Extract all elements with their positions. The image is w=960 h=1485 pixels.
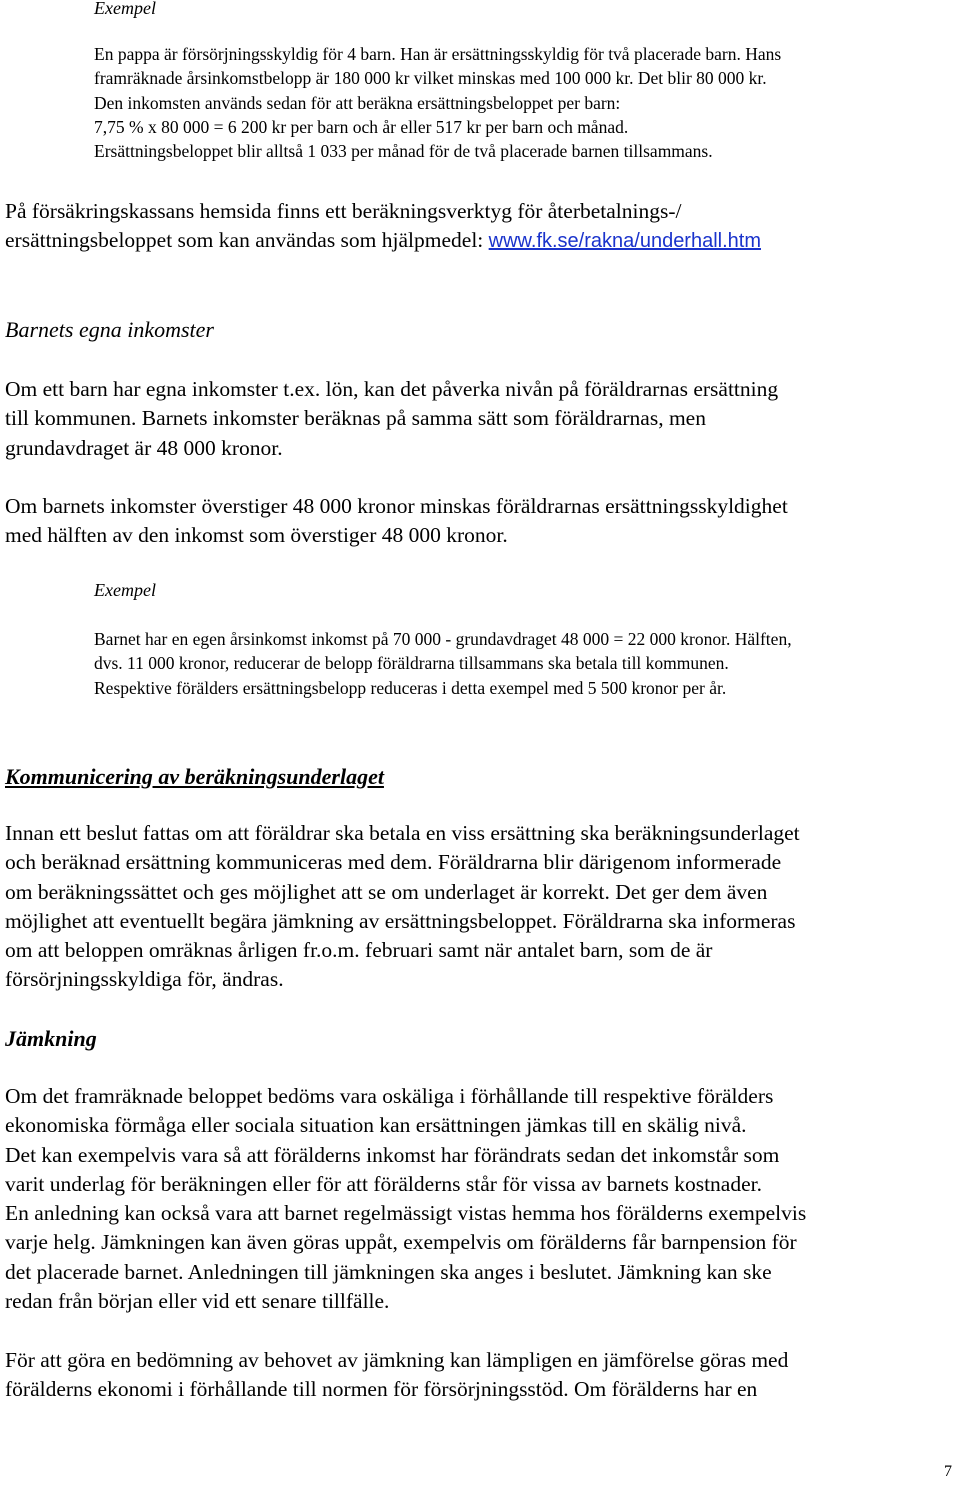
section-heading-child-income: Barnets egna inkomster xyxy=(5,317,214,342)
paragraph-line: redan från början eller vid ett senare tillfälle. xyxy=(5,1289,390,1314)
paragraph-line: varit underlag för beräkningen eller för att förälderns står för vissa av barnets kostnader. xyxy=(5,1171,762,1196)
paragraph-line: Det kan exempelvis vara så att förälderns inkomst har förändrats sedan det inkomstår som xyxy=(5,1142,780,1167)
paragraph-line: försörjningsskyldiga för, ändras. xyxy=(5,967,284,992)
child-income-paragraph xyxy=(5,492,950,551)
section-heading-adjustment: Jämkning xyxy=(5,1026,97,1051)
paragraph-line: På försäkringskassans hemsida finns ett beräkningsverktyg för återbetalnings-/ xyxy=(5,199,682,223)
example-text xyxy=(94,42,954,163)
calculator-link[interactable]: www.fk.se/rakna/underhall.htm xyxy=(488,230,761,253)
paragraph-line: Innan ett beslut fattas om att föräldrar ska betala en viss ersättning ska beräkningsunderlaget xyxy=(5,821,800,845)
paragraph-line: förälderns ekonomi i förhållande till normen för försörjningsstöd. Om förälderns har en xyxy=(5,1377,758,1402)
paragraph-line: och beräknad ersättning kommuniceras med dem. Föräldrarna blir därigenom informerade xyxy=(5,850,782,875)
paragraph-line: Om det framräknade beloppet bedöms vara oskäliga i förhållande till respektive förälders xyxy=(5,1084,774,1108)
example-line: framräknade årsinkomstbelopp är 180 000 kr vilket minskas med 100 000 kr. Det blir 80 000 kr. xyxy=(94,68,767,89)
child-income-paragraph xyxy=(5,375,950,463)
example-line: En pappa är försörjningsskyldig för 4 barn. Han är ersättningsskyldig för två placerade barn. Hans xyxy=(94,44,782,64)
example-line: Respektive förälders ersättningsbelopp reduceras i detta exempel med 5 500 kronor per år. xyxy=(94,677,727,698)
paragraph-line: varje helg. Jämkningen kan även göras uppåt, exempelvis om förälderns får barnpension för xyxy=(5,1230,797,1255)
adjustment-paragraph xyxy=(5,1082,950,1316)
paragraph-line-with-link xyxy=(5,226,950,256)
example-line: 7,75 % x 80 000 = 6 200 kr per barn och år eller 517 kr per barn och månad. xyxy=(94,116,629,137)
paragraph-line: till kommunen. Barnets inkomster beräknas på samma sätt som föräldrarnas, men xyxy=(5,406,706,431)
paragraph-line: En anledning kan också vara att barnet regelmässigt vistas hemma hos förälderns exempelvis xyxy=(5,1201,807,1226)
example-line: dvs. 11 000 kronor, reducerar de belopp föräldrarna tillsammans ska betala till kommunen. xyxy=(94,653,729,674)
communication-paragraph xyxy=(5,819,950,995)
paragraph-line: det placerade barnet. Anledningen till jämkningen ska anges i beslutet. Jämkning kan ske xyxy=(5,1259,772,1284)
paragraph-line: möjlighet att eventuellt begära jämkning av ersättningsbeloppet. Föräldrarna ska informeras xyxy=(5,908,796,933)
paragraph-line: om beräkningssättet och ges möjlighet att se om underlaget är korrekt. Det ger dem även xyxy=(5,879,768,904)
example-line: Ersättningsbeloppet blir alltså 1 033 per månad för de två placerade barnen tillsammans. xyxy=(94,141,713,162)
paragraph-line: ekonomiska förmåga eller sociala situation kan ersättningen jämkas till en skälig nivå. xyxy=(5,1113,747,1138)
paragraph-line: om att beloppen omräknas årligen fr.o.m. februari samt när antalet barn, som de är xyxy=(5,938,713,963)
paragraph-line: Om barnets inkomster överstiger 48 000 kronor minskas föräldrarnas ersättningsskyldighet xyxy=(5,494,788,518)
example-line: Barnet har en egen årsinkomst inkomst på 70 000 - grundavdraget 48 000 = 22 000 kronor. Hälften, xyxy=(94,629,792,649)
adjustment-paragraph xyxy=(5,1346,950,1405)
paragraph-line: med hälften av den inkomst som överstiger 48 000 kronor. xyxy=(5,523,508,548)
paragraph-line: För att göra en bedömning av behovet av jämkning kan lämpligen en jämförelse göras med xyxy=(5,1348,789,1372)
paragraph-line: Om ett barn har egna inkomster t.ex. lön, kan det påverka nivån på föräldrarnas ersättning xyxy=(5,377,779,401)
paragraph-line: grundavdraget är 48 000 kronor. xyxy=(5,435,283,460)
tool-paragraph xyxy=(5,197,950,257)
example-label: Exempel xyxy=(94,0,156,18)
paragraph-text: ersättningsbeloppet som kan användas som hjälpmedel: xyxy=(5,228,489,253)
page-number: 7 xyxy=(944,1463,952,1480)
section-heading-communication: Kommunicering av beräkningsunderlaget xyxy=(5,764,384,789)
example-line: Den inkomsten används sedan för att beräkna ersättningsbeloppet per barn: xyxy=(94,92,621,113)
example-text xyxy=(94,627,954,700)
example-label: Exempel xyxy=(94,580,156,600)
